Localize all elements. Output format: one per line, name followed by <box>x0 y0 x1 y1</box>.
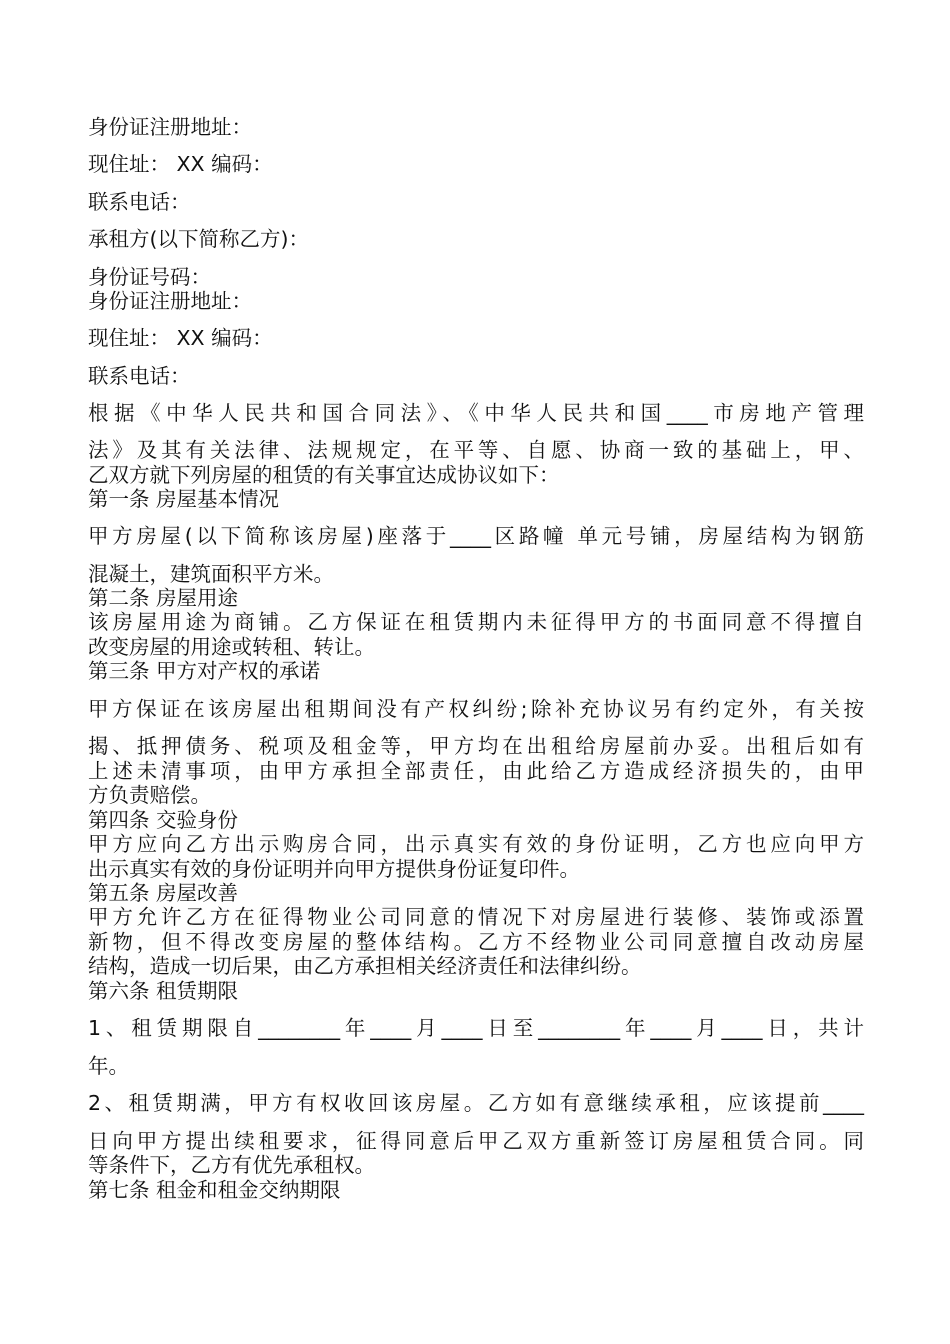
article-5-line: 新物，但不得改变房屋的整体结构。乙方不经物业公司同意擅自改动房屋 <box>88 930 864 954</box>
lessee-current-address: 现住址： XX 编码： <box>88 326 273 350</box>
article-3-line: 上述未清事项，由甲方承担全部责任，由此给乙方造成经济损失的，由甲 <box>88 759 864 783</box>
article-4-line: 甲方应向乙方出示购房合同，出示真实有效的身份证明，乙方也应向甲方 <box>88 832 864 856</box>
article-2-title: 第二条 房屋用途 <box>88 586 239 610</box>
lessor-current-address: 现住址： XX 编码： <box>88 152 273 176</box>
article-6-line: 2、租赁期满，甲方有权收回该房屋。乙方如有意继续承租，应该提前____ <box>88 1091 864 1115</box>
preamble-line: 乙双方就下列房屋的租赁的有关事宜达成协议如下： <box>88 463 560 487</box>
article-1-title: 第一条 房屋基本情况 <box>88 487 280 511</box>
article-3-title: 第三条 甲方对产权的承诺 <box>88 659 321 683</box>
lessee-id-number: 身份证号码： <box>88 265 211 289</box>
article-1-line: 混凝土，建筑面积平方米。 <box>88 562 334 586</box>
article-5-line: 甲方允许乙方在征得物业公司同意的情况下对房屋进行装修、装饰或添置 <box>88 905 864 929</box>
article-2-line: 改变房屋的用途或转租、转让。 <box>88 635 375 659</box>
article-6-title: 第六条 租赁期限 <box>88 979 239 1003</box>
article-3-line: 方负责赔偿。 <box>88 783 211 807</box>
article-6-line: 年。 <box>88 1054 129 1078</box>
lessee-phone: 联系电话： <box>88 364 191 388</box>
preamble-line: 法》及其有关法律、法规规定，在平等、自愿、协商一致的基础上，甲、 <box>88 438 864 462</box>
article-1-line: 甲方房屋(以下简称该房屋)座落于____区路幢 单元号铺，房屋结构为钢筋 <box>88 524 864 548</box>
article-2-line: 该房屋用途为商铺。乙方保证在租赁期内未征得甲方的书面同意不得擅自 <box>88 610 864 634</box>
lessor-phone: 联系电话： <box>88 190 191 214</box>
article-6-line: 日向甲方提出续租要求，征得同意后甲乙双方重新签订房屋租赁合同。同 <box>88 1129 864 1153</box>
article-3-line: 甲方保证在该房屋出租期间没有产权纠纷;除补充协议另有约定外，有关按 <box>88 697 864 721</box>
article-4-title: 第四条 交验身份 <box>88 808 239 832</box>
article-4-line: 出示真实有效的身份证明并向甲方提供身份证复印件。 <box>88 857 580 881</box>
article-5-title: 第五条 房屋改善 <box>88 881 239 905</box>
article-7-title: 第七条 租金和租金交纳期限 <box>88 1178 341 1202</box>
article-6-line: 等条件下，乙方有优先承租权。 <box>88 1153 375 1177</box>
lessor-id-address: 身份证注册地址： <box>88 115 252 139</box>
preamble-line: 根据《中华人民共和国合同法》、《中华人民共和国____市房地产管理 <box>88 401 864 425</box>
article-6-line: 1、租赁期限自________年____月____日至________年____月____日，共计 <box>88 1016 864 1040</box>
lessee-title: 承租方(以下简称乙方)： <box>88 227 309 251</box>
article-5-line: 结构，造成一切后果，由乙方承担相关经济责任和法律纠纷。 <box>88 954 642 978</box>
lessee-id-address: 身份证注册地址： <box>88 289 252 313</box>
article-3-line: 揭、抵押债务、税项及租金等，甲方均在出租给房屋前办妥。出租后如有 <box>88 734 864 758</box>
